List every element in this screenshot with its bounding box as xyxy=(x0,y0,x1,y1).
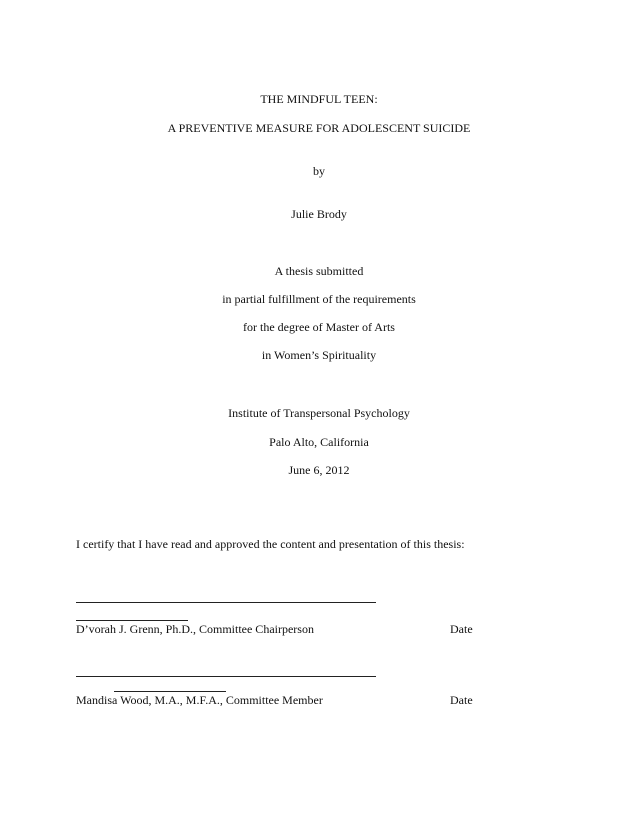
submission-date: June 6, 2012 xyxy=(288,463,350,477)
signatory-name-role: Mandisa Wood, M.A., M.F.A., Committee Member xyxy=(76,693,323,707)
signatory-name-role: D’vorah J. Grenn, Ph.D., Committee Chairperson xyxy=(76,622,314,636)
signature-line-extension xyxy=(76,620,188,621)
thesis-subtitle: A PREVENTIVE MEASURE FOR ADOLESCENT SUICIDE xyxy=(167,121,471,135)
signature-line xyxy=(76,602,376,603)
date-label: Date xyxy=(450,622,473,636)
certification-statement: I certify that I have read and approved the content and presentation of this thesis: xyxy=(76,537,465,551)
thesis-title: THE MINDFUL TEEN: xyxy=(260,92,378,106)
institution-name: Institute of Transpersonal Psychology xyxy=(228,406,410,420)
submission-line: A thesis submitted xyxy=(274,264,364,278)
submission-line: for the degree of Master of Arts xyxy=(243,320,395,334)
submission-line: in Women’s Spirituality xyxy=(261,348,377,362)
institution-location: Palo Alto, California xyxy=(269,435,369,449)
signature-line-extension xyxy=(114,691,226,692)
date-label: Date xyxy=(450,693,473,707)
signature-line xyxy=(76,676,376,677)
author-name: Julie Brody xyxy=(291,207,347,221)
submission-line: in partial fulfillment of the requirements xyxy=(222,292,416,306)
by-line: by xyxy=(313,164,325,178)
